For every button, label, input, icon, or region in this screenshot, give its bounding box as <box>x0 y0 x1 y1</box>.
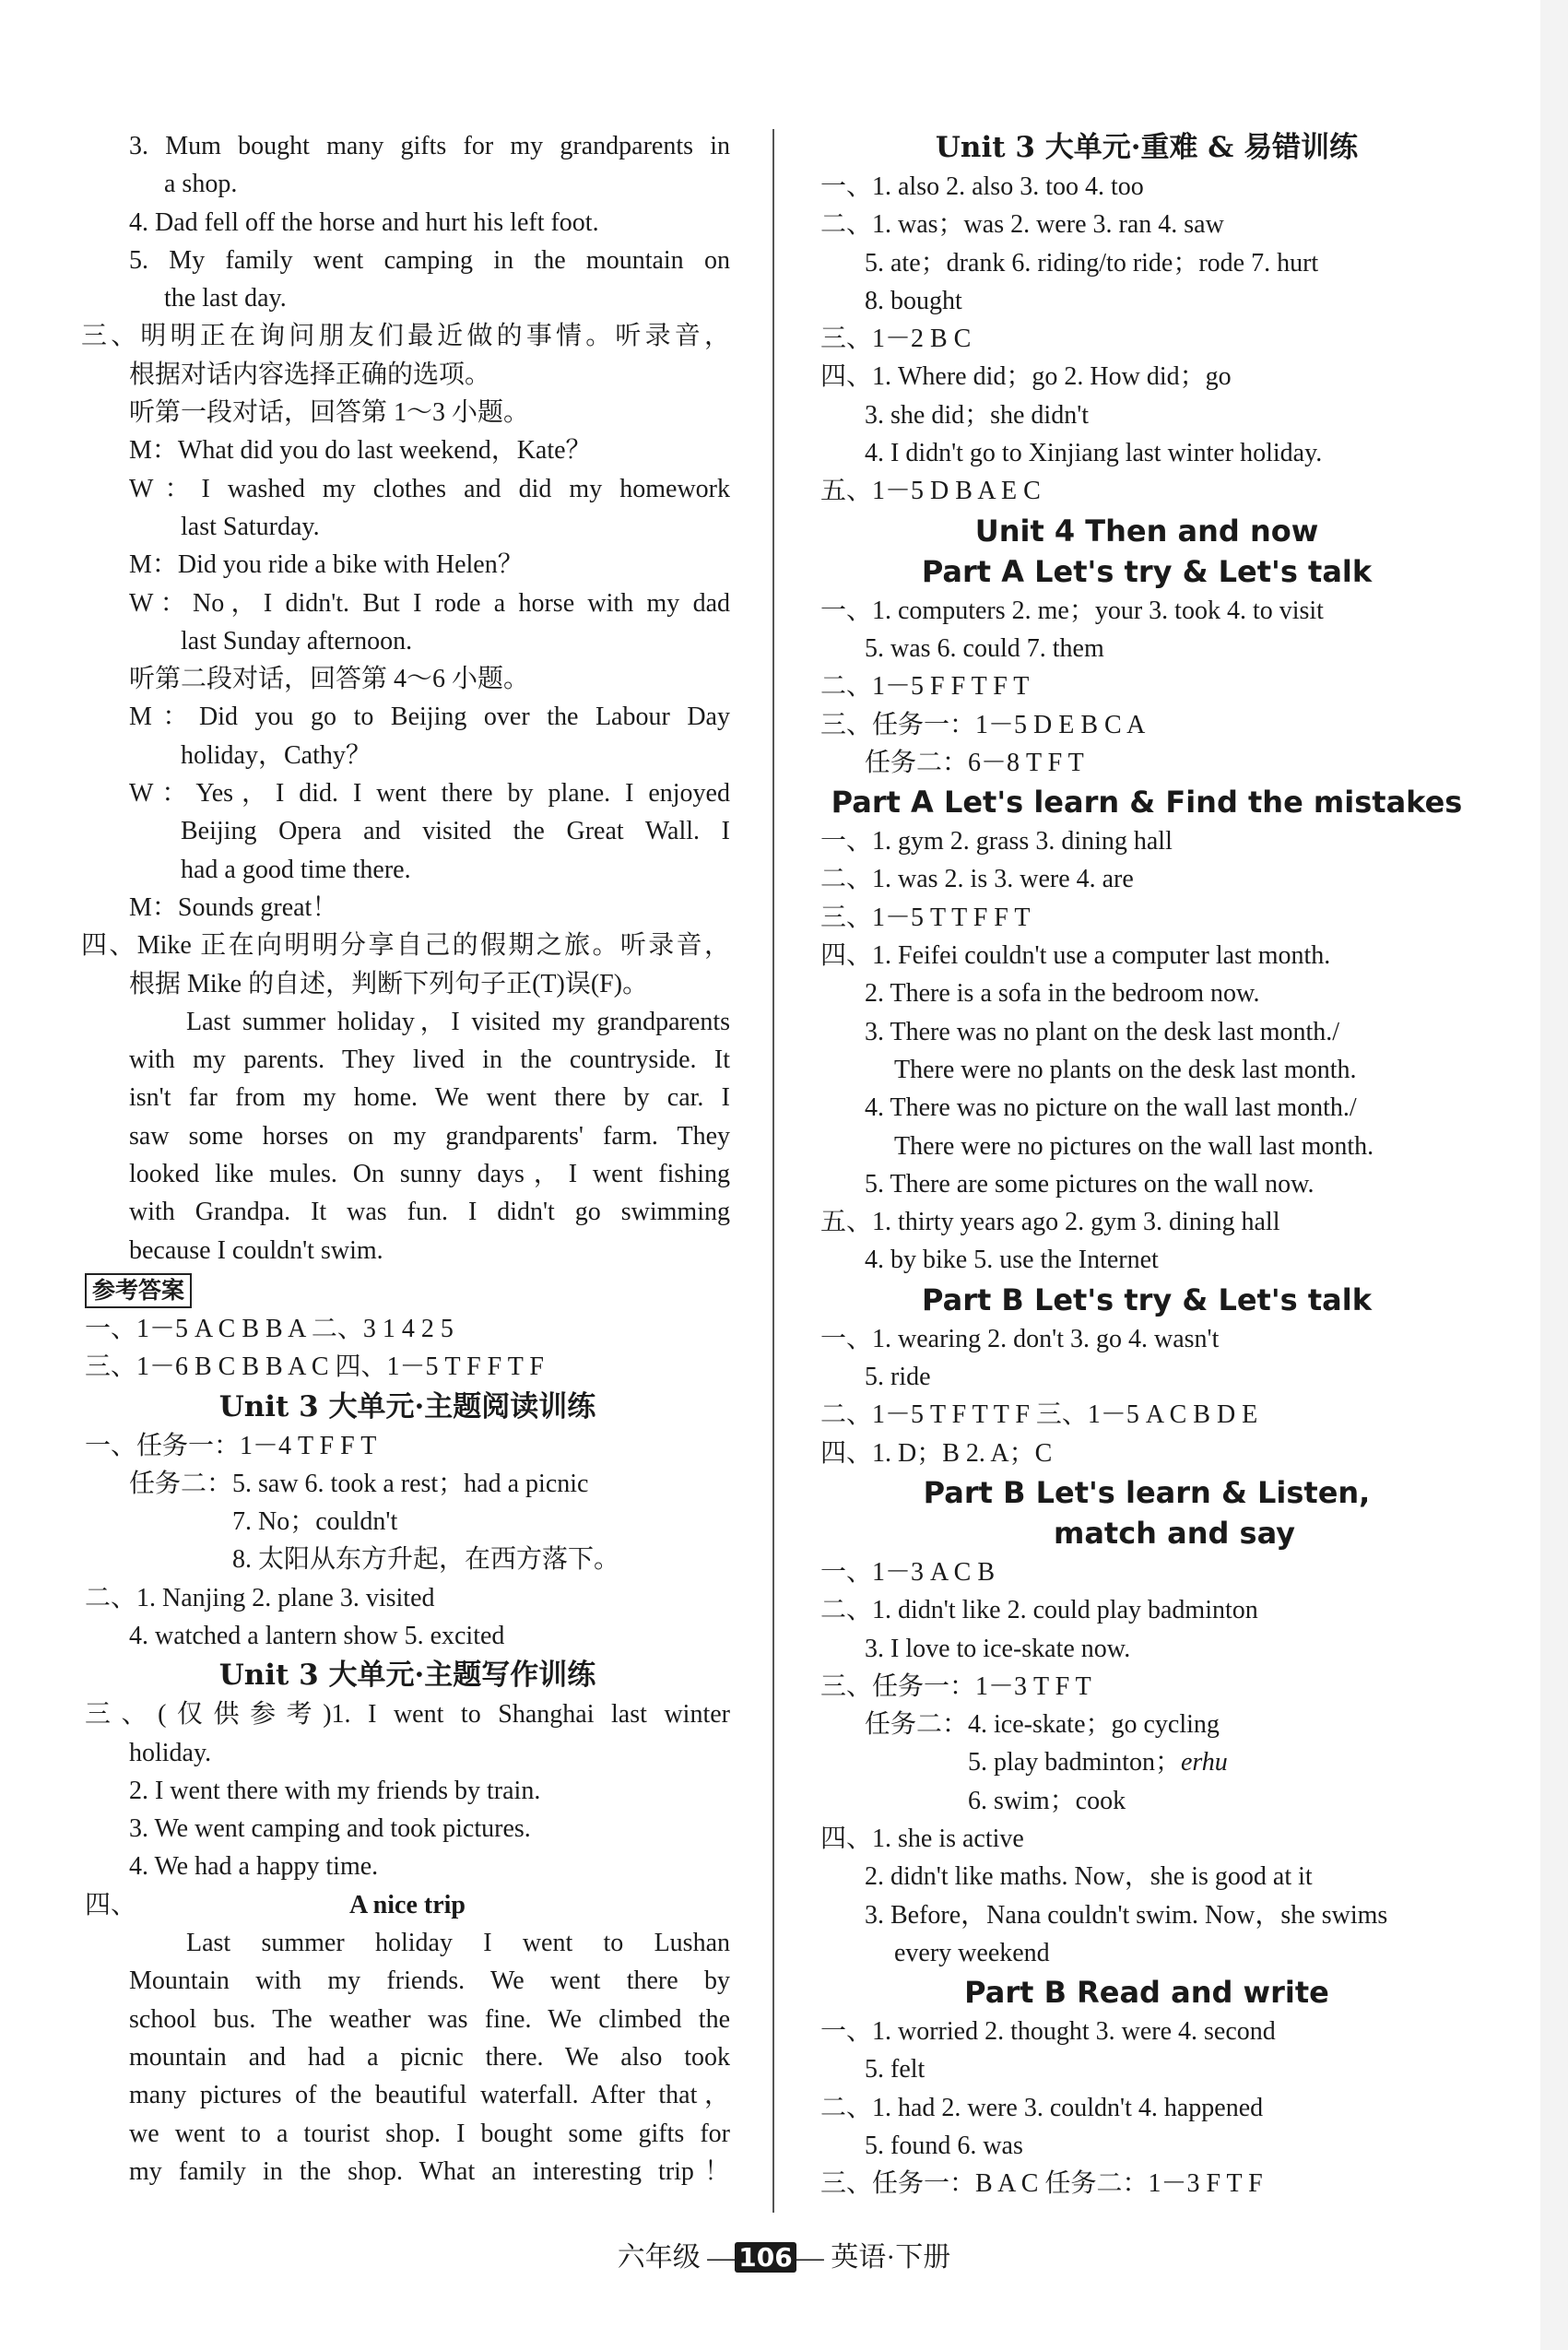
essay-line: Mountain with my friends. We went there by <box>129 1966 730 1996</box>
passage-line: isn't far from my home. We went there by car. I <box>129 1083 730 1113</box>
answer-line: 5. felt <box>865 2055 925 2084</box>
answer-line: 6. swim；cook <box>968 1786 1126 1815</box>
answer-line: 四、1. Feifei couldn't use a computer last month. <box>820 941 1331 971</box>
answer-line: 一、1－3 A C B <box>820 1557 996 1587</box>
part-heading: Part B Read and write <box>964 1975 1329 2011</box>
page-edge-shadow <box>1540 0 1568 2350</box>
answer-line: 2. There is a sofa in the bedroom now. <box>865 979 1260 1009</box>
part-heading: Part B Let's try & Let's talk <box>922 1281 1372 1317</box>
right-column <box>820 127 1473 2203</box>
item-number: 四、 <box>85 1890 137 1919</box>
answer-line: 三、任务一：1－3 T F T <box>820 1671 1091 1701</box>
answer-line: 5. was 6. could 7. them <box>865 633 1104 663</box>
column-divider <box>772 129 774 2213</box>
question-heading: 三、明明正在询问朋友们最近做的事情。听录音， <box>81 322 730 351</box>
question-heading: 四、Mike 正在向明明分享自己的假期之旅。听录音， <box>81 931 730 961</box>
answer-line: 4. We had a happy time. <box>129 1852 379 1882</box>
section-heading: Unit 3 大单元·重难 & 易错训练 <box>935 131 1359 164</box>
dialogue-line: last Saturday. <box>181 512 320 541</box>
answer-line: 二、1. Nanjing 2. plane 3. visited <box>85 1583 435 1612</box>
answer-text: 5. play badminton； <box>968 1748 1181 1777</box>
passage-line: because I couldn't swim. <box>129 1235 383 1265</box>
answer-line: 三、1－5 T T F F T <box>820 903 1031 932</box>
answer-line: 一、1. gym 2. grass 3. dining hall <box>820 827 1173 856</box>
answer-line: There were no plants on the desk last month. <box>894 1055 1357 1084</box>
answer-line: 任务二：6－8 T F T <box>865 748 1084 777</box>
footer-subject: — 英语·下册 <box>796 2242 951 2273</box>
answer-line: 四、1. she is active <box>820 1824 1024 1853</box>
answer-line: 2. didn't like maths. Now，she is good at it <box>865 1862 1313 1892</box>
answer-line: 二、1. had 2. were 3. couldn't 4. happened <box>820 2093 1264 2122</box>
answer-line: holiday. <box>129 1738 212 1767</box>
answer-line: 4. I didn't go to Xinjiang last winter holiday. <box>865 439 1323 468</box>
essay-line: we went to a tourist shop. I bought some gifts for <box>129 2119 730 2148</box>
answer-line: 五、1. thirty years ago 2. gym 3. dining hall <box>820 1208 1280 1237</box>
answer-line: 3. she did；she didn't <box>865 400 1090 430</box>
answer-line: 二、1. was；was 2. were 3. ran 4. saw <box>820 210 1224 240</box>
answer-line: 五、1－5 D B A E C <box>820 477 1041 506</box>
answer-line: 二、1. didn't like 2. could play badminton <box>820 1596 1258 1625</box>
answer-line: 5. ride <box>865 1363 931 1392</box>
passage-line: saw some horses on my grandparents' farm. They <box>129 1121 730 1151</box>
answer-line: 任务二：4. ice-skate；go cycling <box>865 1710 1220 1740</box>
answer-line: There were no pictures on the wall last month. <box>894 1131 1374 1161</box>
dialogue-line: last Sunday afternoon. <box>181 626 413 655</box>
left-column <box>81 127 730 2191</box>
answer-line: 8. bought <box>865 286 962 315</box>
part-heading-continued: match and say <box>1053 1515 1296 1551</box>
essay-line: mountain and had a picnic there. We also took <box>129 2042 730 2072</box>
passage-line: Last summer holiday，I visited my grandparents <box>186 1007 730 1036</box>
answer-line: 一、1. computers 2. me；your 3. took 4. to visit <box>820 596 1324 625</box>
dialogue-line: W：Yes，I did. I went there by plane. I enjoyed <box>129 779 730 809</box>
answer-line: 三、任务一：1－5 D E B C A <box>820 710 1146 739</box>
section-heading: Unit 3 大单元·主题写作训练 <box>218 1659 596 1693</box>
essay-line: many pictures of the beautiful waterfall. After that， <box>129 2081 730 2110</box>
passage-line: looked like mules. On sunny days，I went fishing <box>129 1160 730 1189</box>
answer-line: 4. watched a lantern show 5. excited <box>129 1621 505 1650</box>
answer-line <box>820 1743 1473 1781</box>
answer-line: 3. There was no plant on the desk last month./ <box>865 1017 1340 1046</box>
answer-line: 一、1. wearing 2. don't 3. go 4. wasn't <box>820 1324 1220 1353</box>
answer-line: 三、1－6 B C B B A C 四、1－5 T F F T F <box>85 1352 544 1382</box>
dialogue-line: holiday，Cathy？ <box>181 740 371 770</box>
text-line: 4. Dad fell off the horse and hurt his left foot. <box>129 207 599 237</box>
answer-line: 3. I love to ice-skate now. <box>865 1634 1131 1663</box>
part-heading: Part B Let's learn & Listen, <box>923 1474 1371 1510</box>
answer-line: 一、任务一：1－4 T F F T <box>85 1431 377 1460</box>
answer-line: every weekend <box>894 1938 1050 1967</box>
reference-answer-label: 参考答案 <box>85 1273 192 1308</box>
answer-line: 一、1. worried 2. thought 3. were 4. second <box>820 2017 1276 2047</box>
dialogue-line: M：Did you ride a bike with Helen？ <box>129 550 524 580</box>
answer-line: 一、1－5 A C B B A 二、3 1 4 2 5 <box>85 1314 454 1343</box>
answer-line: 4. by bike 5. use the Internet <box>865 1246 1159 1275</box>
answer-line: 8. 太阳从东方升起，在西方落下。 <box>232 1545 620 1575</box>
answer-line: 5. found 6. was <box>865 2132 1023 2161</box>
dialogue-line: W：No，I didn't. But I rode a horse with my dad <box>129 588 730 618</box>
text-line: 5. My family went camping in the mountain on <box>129 245 730 275</box>
footer-grade: 六年级 — <box>617 2242 736 2273</box>
text-line: 根据 Mike 的自述，判断下列句子正(T)误(F)。 <box>129 969 649 998</box>
dialogue-line: M：Did you go to Beijing over the Labour Day <box>129 703 730 732</box>
answer-line: 二、1. was 2. is 3. were 4. are <box>820 865 1134 894</box>
answer-line: 任务二：5. saw 6. took a rest；had a picnic <box>129 1469 589 1498</box>
answer-line: 二、1－5 T F T T F 三、1－5 A C B D E <box>820 1400 1258 1430</box>
text-line: 3. Mum bought many gifts for my grandparents in <box>129 132 730 160</box>
answer-text-italic: erhu <box>1180 1748 1228 1777</box>
text-line: a shop. <box>164 170 238 199</box>
answer-line: 2. I went there with my friends by train. <box>129 1776 541 1805</box>
answer-line: 三、1－2 B C <box>820 325 972 354</box>
answer-line: 四、1. Where did；go 2. How did；go <box>820 362 1232 392</box>
section-heading: Unit 3 大单元·主题阅读训练 <box>218 1389 596 1423</box>
answer-line: 三、任务一：B A C 任务二：1－3 F T F <box>820 2169 1263 2199</box>
answer-line: 5. ate；drank 6. riding/to ride；rode 7. hurt <box>865 248 1319 278</box>
dialogue-line: W：I washed my clothes and did my homework <box>129 474 730 503</box>
answer-line: 一、1. also 2. also 3. too 4. too <box>820 172 1144 201</box>
dialogue-line: Beijing Opera and visited the Great Wall. I <box>181 817 730 846</box>
answer-line: 4. There was no picture on the wall last month./ <box>865 1093 1357 1123</box>
essay-line: school bus. The weather was fine. We climbed the <box>129 2004 730 2034</box>
answer-line: 7. No；couldn't <box>232 1507 398 1537</box>
essay-line: Last summer holiday I went to Lushan <box>186 1929 730 1958</box>
part-heading: Part A Let's learn & Find the mistakes <box>831 785 1463 821</box>
page-number: 106 <box>735 2242 796 2273</box>
part-heading: Part A Let's try & Let's talk <box>921 553 1373 589</box>
answer-line: 3. We went camping and took pictures. <box>129 1814 531 1844</box>
passage-line: with Grandpa. It was fun. I didn't go swimming <box>129 1198 730 1227</box>
dialogue-line: had a good time there. <box>181 855 411 884</box>
essay-title: A nice trip <box>349 1890 466 1919</box>
text-line: 根据对话内容选择正确的选项。 <box>129 360 491 389</box>
answer-line: 四、1. D；B 2. A；C <box>820 1438 1053 1468</box>
answer-line: 二、1－5 F F T F T <box>820 672 1030 702</box>
answer-line: 3. Before，Nana couldn't swim. Now，she swims <box>865 1900 1388 1930</box>
page-footer <box>0 2234 1568 2274</box>
essay-line: my family in the shop. What an interesting trip！ <box>129 2156 730 2186</box>
text-line: 听第二段对话，回答第 4～6 小题。 <box>129 665 530 694</box>
dialogue-line: M：What did you do last weekend，Kate？ <box>129 436 592 466</box>
answer-line: 三、(仅供参考)1. I went to Shanghai last winter <box>85 1700 730 1730</box>
dialogue-line: M：Sounds great！ <box>129 892 338 922</box>
unit-heading: Unit 4 Then and now <box>974 513 1319 549</box>
passage-line: with my parents. They lived in the countryside. It <box>129 1045 730 1075</box>
text-line: the last day. <box>164 284 287 313</box>
answer-line: 5. There are some pictures on the wall now. <box>865 1169 1315 1199</box>
text-line: 听第一段对话，回答第 1～3 小题。 <box>129 398 530 428</box>
essay-title-line <box>85 1886 730 1924</box>
